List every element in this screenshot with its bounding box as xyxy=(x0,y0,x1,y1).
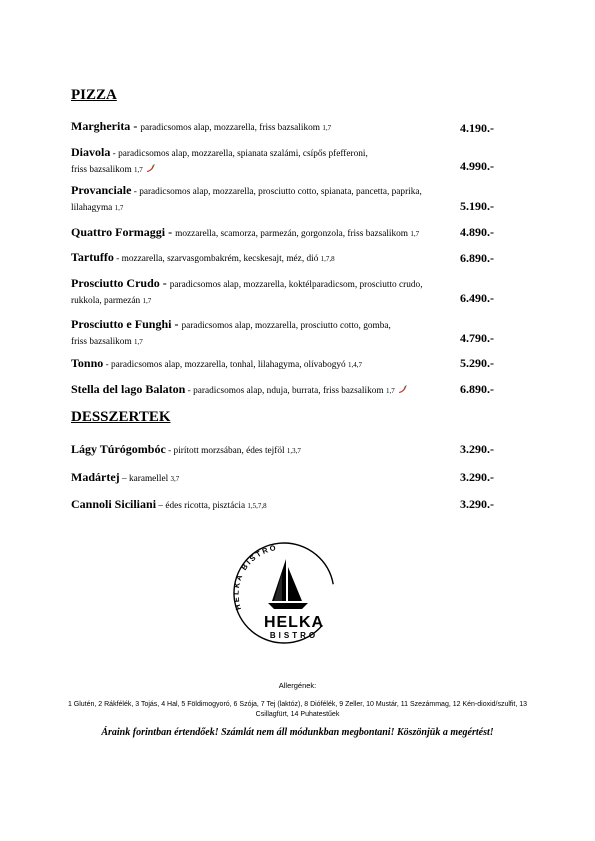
item-price: 4.990.- xyxy=(460,159,494,173)
item-allergens: 3,7 xyxy=(170,475,180,483)
item-name: Margherita xyxy=(71,119,131,133)
item-price: 5.290.- xyxy=(460,356,494,370)
item-name: Cannoli Siciliani xyxy=(71,497,157,511)
item-name: Tartuffo xyxy=(71,250,114,264)
item-price: 5.190.- xyxy=(460,199,494,213)
menu-item-quattro-formaggi xyxy=(71,226,501,241)
item-description-cont: rukkola, parmezán xyxy=(71,296,143,306)
item-allergens: 1,7 xyxy=(322,124,332,132)
item-separator: - xyxy=(130,119,141,133)
menu-item-margherita xyxy=(71,120,501,135)
item-separator: - xyxy=(165,225,176,239)
helka-bistro-logo xyxy=(228,537,340,649)
item-description-cont: friss bazsalikom xyxy=(71,337,134,347)
item-description: pirított morzsában, édes tejföl xyxy=(173,446,287,456)
item-name: Stella del lago Balaton xyxy=(71,382,186,396)
item-price: 6.890.- xyxy=(460,251,494,265)
item-name: Provanciale xyxy=(71,183,132,197)
footer-note: Áraink forintban értendőek! Számlát nem áll módunkban megbontani! Köszönjük a megértést! xyxy=(101,727,494,738)
menu-item-prosciutto-e-funghi xyxy=(71,318,501,349)
item-description-cont: friss bazsalikom xyxy=(71,165,134,175)
item-allergens: 1,7 xyxy=(142,297,152,305)
item-allergens: 1,4,7 xyxy=(348,361,362,369)
item-allergens: 1,5,7,8 xyxy=(247,502,267,510)
item-description: paradicsomos alap, mozzarella, prosciutto cotto, spianata, pancetta, paprika, xyxy=(139,187,422,197)
item-allergens: 1,7 xyxy=(385,387,395,395)
item-price: 4.190.- xyxy=(460,121,494,135)
allergens-title: Allergének: xyxy=(278,681,317,690)
item-separator: - xyxy=(103,360,111,370)
sailboat-icon xyxy=(268,559,308,609)
item-name: Prosciutto Crudo xyxy=(71,276,160,290)
logo-wordmark: HELKA xyxy=(263,614,325,631)
item-name: Prosciutto e Funghi xyxy=(71,317,172,331)
menu-item-madartej xyxy=(71,471,501,486)
item-allergens: 1,7 xyxy=(410,230,420,238)
item-name: Quattro Formaggi xyxy=(71,225,166,239)
item-allergens: 1,7 xyxy=(114,204,124,212)
item-separator: - xyxy=(171,317,182,331)
item-name: Madártej xyxy=(71,470,120,484)
menu-item-prosciutto-crudo xyxy=(71,277,501,308)
item-allergens: 1,7 xyxy=(134,166,143,174)
item-allergens: 1,7,8 xyxy=(320,255,335,263)
item-price: 4.790.- xyxy=(460,331,494,345)
item-separator: – xyxy=(156,501,166,511)
item-separator: - xyxy=(185,386,194,396)
item-name: Diavola xyxy=(71,145,111,159)
item-price: 3.290.- xyxy=(460,497,494,511)
menu-item-tartuffo xyxy=(71,251,501,266)
item-price: 3.290.- xyxy=(460,442,494,456)
chili-pepper-icon xyxy=(145,164,155,173)
item-separator: - xyxy=(110,149,119,159)
item-price: 3.290.- xyxy=(460,470,494,484)
item-price: 6.490.- xyxy=(460,291,494,305)
item-separator: - xyxy=(131,187,140,197)
item-description: paradicsomos alap, mozzarella, koktélparadicsom, prosciutto crudo, xyxy=(169,280,423,290)
item-description: édes ricotta, pisztácia xyxy=(165,501,248,511)
item-separator: – xyxy=(119,474,129,484)
item-description: karamellel xyxy=(128,474,171,484)
item-description: mozzarella, scamorza, parmezán, gorgonzola, friss bazsalikom xyxy=(175,229,411,239)
chili-pepper-icon xyxy=(397,385,407,394)
item-name: Lágy Túrógombóc xyxy=(71,442,166,456)
menu-item-cannoli-siciliani xyxy=(71,498,501,513)
logo-sub-wordmark: BISTRO xyxy=(269,631,319,640)
menu-item-stella-del-lago-balaton xyxy=(71,383,501,398)
item-separator: - xyxy=(113,254,122,264)
item-description: paradicsomos alap, mozzarella, spianata szalámi, csípős pfefferoni, xyxy=(118,149,368,159)
menu-item-diavola xyxy=(71,146,501,177)
pizza-section-title: PIZZA xyxy=(71,87,117,103)
item-price: 4.890.- xyxy=(460,225,494,239)
item-name: Tonno xyxy=(71,356,104,370)
desserts-section-title: DESSZERTEK xyxy=(71,409,171,425)
menu-item-provanciale xyxy=(71,184,501,215)
item-description: paradicsomos alap, mozzarella, friss bazsalikom xyxy=(140,123,323,133)
item-separator: - xyxy=(159,276,170,290)
item-description: paradicsomos alap, mozzarella, tonhal, lilahagyma, olívabogyó xyxy=(111,360,348,370)
logo-ring-text: HELKA BISTRO xyxy=(231,542,279,612)
menu-item-tonno xyxy=(71,357,501,372)
item-description: paradicsomos alap, nduja, burrata, friss bazsalikom xyxy=(193,386,386,396)
item-allergens: 1,7 xyxy=(134,338,143,346)
menu-item-lagy-turogomboc xyxy=(71,443,501,458)
item-allergens: 1,3,7 xyxy=(286,447,301,455)
item-price: 6.890.- xyxy=(460,382,494,396)
allergens-list: 1 Glutén, 2 Rákfélék, 3 Tojás, 4 Hal, 5 Földimogyoró, 6 Szója, 7 Tej (laktóz), 8 Diófélék, 9 Zeller, 10 Mustár, 11 Szezámmag, 12 Kén-dioxid/szulfit, 13 Csillagfürt, 14 Puhatestűek xyxy=(67,701,528,718)
item-description-cont: lilahagyma xyxy=(71,203,115,213)
item-description: paradicsomos alap, mozzarella, prosciutto cotto, gomba, xyxy=(181,321,391,331)
item-separator: - xyxy=(165,446,174,456)
item-description: mozzarella, szarvasgombakrém, kecskesajt, méz, dió xyxy=(121,254,321,264)
